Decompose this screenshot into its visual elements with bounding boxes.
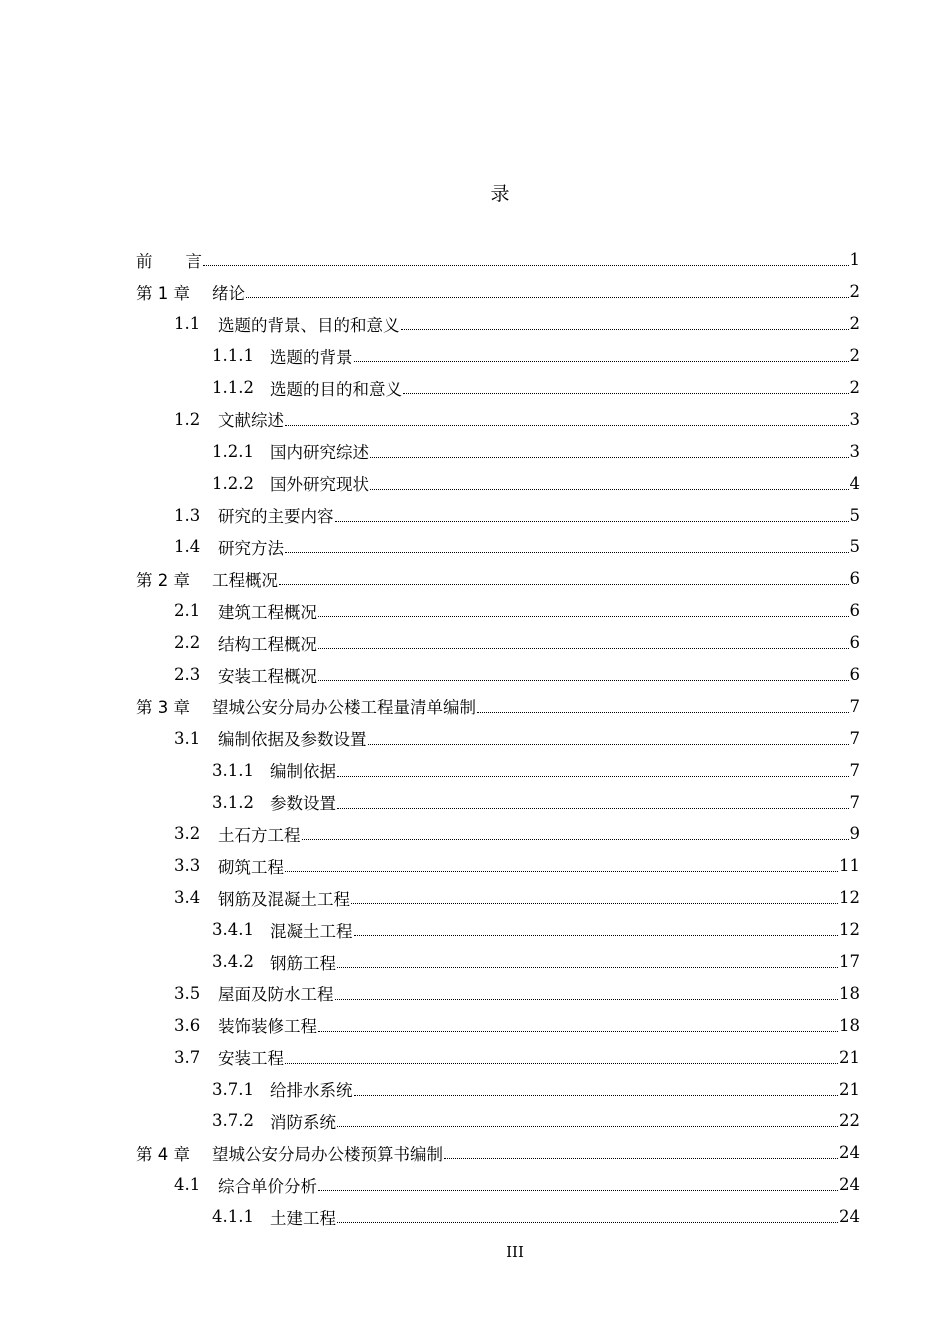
dot-leader xyxy=(318,1031,838,1032)
toc-entry[interactable] xyxy=(136,882,860,914)
dot-leader xyxy=(335,999,839,1000)
dot-leader xyxy=(337,808,849,809)
toc-entry-page: 6 xyxy=(849,569,860,589)
dot-leader xyxy=(285,1063,838,1064)
toc-entry-title: 综合单价分析 xyxy=(218,1176,317,1196)
toc-entry[interactable] xyxy=(136,1009,860,1041)
toc-entry-page: 11 xyxy=(839,856,860,876)
toc-entry-number: 3.7.2 xyxy=(212,1111,254,1131)
toc-entry-number: 3.6 xyxy=(174,1015,201,1035)
toc-entry-page: 21 xyxy=(839,1079,860,1099)
toc-entry[interactable] xyxy=(136,977,860,1009)
toc-entry-title: 土石方工程 xyxy=(218,825,301,845)
toc-entry-title: 参数设置 xyxy=(270,794,336,814)
toc-entry-number: 2.2 xyxy=(174,633,201,653)
toc-entry[interactable] xyxy=(136,1073,860,1105)
toc-entry-page: 18 xyxy=(839,983,860,1003)
toc-entry[interactable] xyxy=(136,340,860,372)
toc-entry-number: 第 2 章 xyxy=(136,570,190,590)
toc-entry-title: 砌筑工程 xyxy=(218,857,284,877)
dot-leader xyxy=(318,680,849,681)
toc-entry-title: 选题的目的和意义 xyxy=(270,379,402,399)
dot-leader xyxy=(335,521,849,522)
toc-entry-number: 4.1.1 xyxy=(212,1207,254,1227)
toc-entry[interactable] xyxy=(136,659,860,691)
toc-entry[interactable] xyxy=(136,244,860,276)
dot-leader xyxy=(370,489,849,490)
dot-leader xyxy=(354,935,839,936)
dot-leader xyxy=(302,839,849,840)
toc-entry-number: 1.3 xyxy=(174,505,201,525)
toc-entry-page: 2 xyxy=(849,378,860,397)
toc-entry-title: 编制依据 xyxy=(270,762,336,782)
toc-entry-title: 建筑工程概况 xyxy=(218,602,317,622)
toc-entry[interactable] xyxy=(136,786,860,818)
toc-entry-number: 3.7 xyxy=(174,1047,201,1067)
toc-entry-title: 研究的主要内容 xyxy=(218,507,334,527)
toc-entry-number: 1.1.2 xyxy=(212,378,254,397)
toc-entry-page: 7 xyxy=(849,728,860,748)
dot-leader xyxy=(246,297,849,298)
toc-entry-title: 绪论 xyxy=(212,283,245,303)
toc-entry[interactable] xyxy=(136,499,860,531)
toc-entry-number: 3.4.1 xyxy=(212,920,254,940)
toc-entry-title: 选题的背景、目的和意义 xyxy=(218,315,400,335)
dot-leader xyxy=(337,1126,838,1127)
toc-entry-page: 1 xyxy=(849,250,860,270)
toc-entry-title: 安装工程 xyxy=(218,1049,284,1069)
toc-entry-title: 选题的背景 xyxy=(270,347,353,367)
toc-entry-page: 12 xyxy=(839,888,860,908)
toc-entry-title: 安装工程概况 xyxy=(218,666,317,686)
dot-leader xyxy=(318,648,849,649)
toc-entry-title: 结构工程概况 xyxy=(218,634,317,654)
toc-entry-page: 7 xyxy=(849,792,860,812)
toc-entry-title: 屋面及防水工程 xyxy=(218,985,334,1005)
toc-entry-number: 3.5 xyxy=(174,983,201,1003)
toc-entry-page: 6 xyxy=(849,601,860,621)
toc-entry-page: 21 xyxy=(839,1047,860,1067)
toc-entry[interactable] xyxy=(136,914,860,946)
toc-entry-title: 钢筋及混凝土工程 xyxy=(218,889,350,909)
toc-entry-page: 9 xyxy=(849,824,860,844)
toc-entry[interactable] xyxy=(136,1137,860,1169)
toc-entry-number: 3.1.2 xyxy=(212,792,254,812)
toc-entry-number: 第 3 章 xyxy=(136,698,190,718)
toc-entry-page: 18 xyxy=(839,1015,860,1035)
toc-entry-title: 钢筋工程 xyxy=(270,953,336,973)
toc-entry-page: 2 xyxy=(849,314,860,334)
toc-entry[interactable] xyxy=(136,722,860,754)
toc-entry-title: 望城公安分局办公楼预算书编制 xyxy=(212,1144,443,1164)
toc-entry-page: 24 xyxy=(839,1175,860,1195)
toc-entry-number: 1.2.1 xyxy=(212,441,254,461)
toc-entry[interactable] xyxy=(136,276,860,308)
toc-entry-number: 2.1 xyxy=(174,601,201,621)
dot-leader xyxy=(285,425,849,426)
toc-entry-title: 装饰装修工程 xyxy=(218,1017,317,1037)
toc-entry-number: 第 4 章 xyxy=(136,1144,190,1164)
toc-entry[interactable] xyxy=(136,595,860,627)
toc-entry[interactable] xyxy=(136,467,860,499)
toc-entry[interactable] xyxy=(136,818,860,850)
dot-leader xyxy=(203,265,849,266)
dot-leader xyxy=(403,393,849,394)
toc-entry-page: 5 xyxy=(849,537,860,557)
toc-entry[interactable] xyxy=(136,850,860,882)
toc-entry[interactable] xyxy=(136,754,860,786)
table-of-contents xyxy=(136,244,860,1233)
page-number: III xyxy=(506,1243,524,1261)
toc-entry-page: 7 xyxy=(849,760,860,780)
toc-entry-number: 3.1 xyxy=(174,728,201,748)
toc-entry-number: 1.4 xyxy=(174,537,201,557)
toc-entry-number: 1.2.2 xyxy=(212,473,254,493)
toc-entry-title: 编制依据及参数设置 xyxy=(218,730,367,750)
toc-entry-page: 6 xyxy=(849,633,860,653)
toc-entry-page: 4 xyxy=(849,473,860,493)
toc-entry-number: 4.1 xyxy=(174,1175,201,1195)
dot-leader xyxy=(401,329,849,330)
dot-leader xyxy=(354,361,849,362)
toc-entry-title: 工程概况 xyxy=(212,570,278,590)
dot-leader xyxy=(368,744,849,745)
toc-entry-number: 3.3 xyxy=(174,856,201,876)
toc-entry-title: 消防系统 xyxy=(270,1112,336,1132)
toc-entry[interactable] xyxy=(136,1041,860,1073)
toc-heading: 录 xyxy=(490,183,510,205)
toc-entry-title: 国内研究综述 xyxy=(270,443,369,463)
dot-leader xyxy=(477,712,849,713)
toc-entry-page: 7 xyxy=(849,696,860,716)
toc-entry[interactable] xyxy=(136,308,860,340)
dot-leader xyxy=(337,1222,838,1223)
dot-leader xyxy=(444,1158,838,1159)
toc-entry-number: 第 1 章 xyxy=(136,283,190,303)
toc-entry-page: 3 xyxy=(849,441,860,461)
toc-entry[interactable] xyxy=(136,946,860,978)
toc-entry-title: 前 言 xyxy=(136,251,202,271)
toc-entry-number: 3.4 xyxy=(174,888,201,908)
toc-entry-number: 1.1.1 xyxy=(212,346,254,366)
toc-entry-page: 24 xyxy=(839,1143,860,1163)
toc-entry-page: 24 xyxy=(839,1207,860,1227)
toc-entry-title: 文献综述 xyxy=(218,411,284,431)
toc-entry[interactable] xyxy=(136,1169,860,1201)
toc-entry-title: 研究方法 xyxy=(218,538,284,558)
toc-entry[interactable] xyxy=(136,435,860,467)
toc-entry-title: 土建工程 xyxy=(270,1208,336,1228)
toc-entry-page: 12 xyxy=(839,920,860,940)
toc-entry-page: 17 xyxy=(839,952,860,972)
toc-entry-page: 3 xyxy=(849,409,860,429)
toc-entry-page: 2 xyxy=(849,346,860,366)
toc-entry-page: 5 xyxy=(849,505,860,525)
dot-leader xyxy=(318,616,849,617)
toc-entry-title: 国外研究现状 xyxy=(270,475,369,495)
toc-entry[interactable] xyxy=(136,1105,860,1137)
toc-entry-page: 22 xyxy=(839,1111,860,1131)
toc-entry-number: 1.1 xyxy=(174,314,201,334)
toc-entry[interactable] xyxy=(136,372,860,404)
toc-entry-page: 2 xyxy=(849,282,860,302)
toc-entry[interactable] xyxy=(136,531,860,563)
dot-leader xyxy=(285,871,838,872)
toc-entry-number: 1.2 xyxy=(174,409,201,429)
dot-leader xyxy=(337,776,849,777)
toc-entry-title: 混凝土工程 xyxy=(270,921,353,941)
dot-leader xyxy=(279,584,849,585)
dot-leader xyxy=(318,1190,838,1191)
toc-entry[interactable] xyxy=(136,627,860,659)
toc-entry-number: 3.7.1 xyxy=(212,1079,254,1099)
toc-entry-title: 望城公安分局办公楼工程量清单编制 xyxy=(212,698,476,718)
toc-entry-number: 3.2 xyxy=(174,824,201,844)
toc-entry-number: 3.1.1 xyxy=(212,760,254,780)
toc-entry[interactable] xyxy=(136,1201,860,1233)
dot-leader xyxy=(337,967,838,968)
toc-entry-title: 给排水系统 xyxy=(270,1081,353,1101)
dot-leader xyxy=(354,1095,839,1096)
toc-entry-number: 3.4.2 xyxy=(212,952,254,972)
dot-leader xyxy=(351,903,838,904)
dot-leader xyxy=(370,457,849,458)
toc-entry-number: 2.3 xyxy=(174,665,201,685)
toc-entry-page: 6 xyxy=(849,665,860,685)
toc-entry[interactable] xyxy=(136,403,860,435)
dot-leader xyxy=(285,552,849,553)
toc-entry[interactable] xyxy=(136,563,860,595)
toc-entry[interactable] xyxy=(136,690,860,722)
